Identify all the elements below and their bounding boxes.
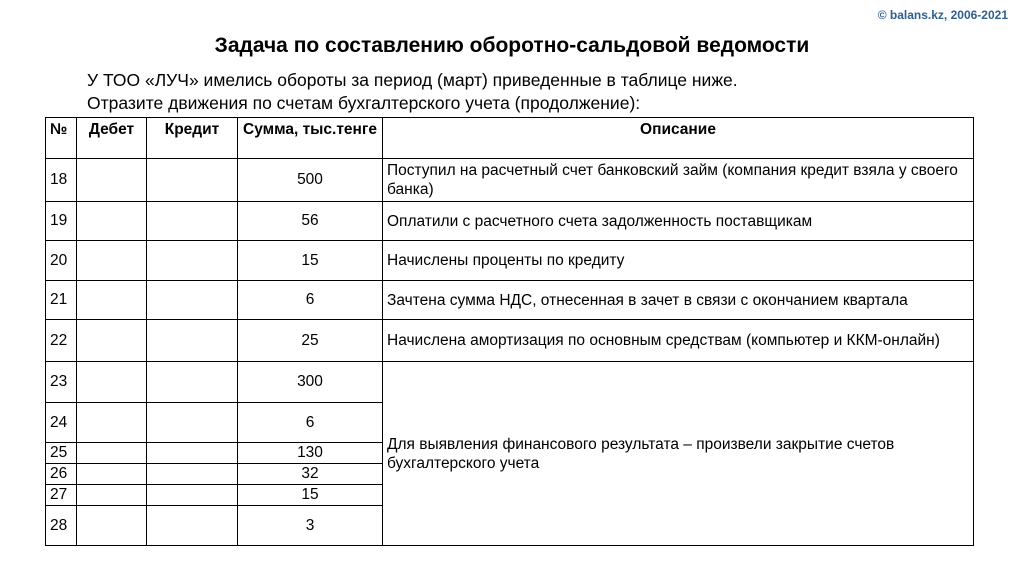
sum-cell: 56: [238, 202, 383, 241]
turnover-table: [45, 117, 974, 546]
col-header-desc: Описание: [383, 118, 974, 159]
row-num: 27: [46, 485, 77, 506]
debit-cell: [77, 362, 147, 403]
table-row: [46, 281, 974, 320]
col-header-credit: Кредит: [147, 118, 238, 159]
debit-cell: [77, 320, 147, 362]
merged-desc-cell: Для выявления финансового результата – произвели закрытие счетов бухгалтерского учета: [383, 362, 974, 546]
credit-cell: [147, 443, 238, 464]
credit-cell: [147, 320, 238, 362]
desc-cell: Начислены проценты по кредиту: [383, 241, 974, 281]
row-num: 23: [46, 362, 77, 403]
credit-cell: [147, 506, 238, 546]
sum-cell: 3: [238, 506, 383, 546]
table-row: [46, 202, 974, 241]
copyright: © balans.kz, 2006-2021: [877, 8, 1008, 22]
intro-line-1: У ТОО «ЛУЧ» имелись обороты за период (март) приведенные в таблице ниже.: [87, 70, 738, 90]
credit-cell: [147, 485, 238, 506]
debit-cell: [77, 241, 147, 281]
sum-cell: 15: [238, 485, 383, 506]
credit-cell: [147, 403, 238, 443]
row-num: 28: [46, 506, 77, 546]
row-num: 19: [46, 202, 77, 241]
debit-cell: [77, 506, 147, 546]
credit-cell: [147, 241, 238, 281]
credit-cell: [147, 202, 238, 241]
sum-cell: 6: [238, 403, 383, 443]
row-num: 18: [46, 159, 77, 202]
page-title: Задача по составлению оборотно-сальдовой ведомости: [214, 34, 810, 57]
row-num: 22: [46, 320, 77, 362]
sum-cell: 500: [238, 159, 383, 202]
table-row: [46, 362, 974, 403]
credit-cell: [147, 159, 238, 202]
table-row: [46, 241, 974, 281]
credit-cell: [147, 464, 238, 485]
desc-cell: Оплатили с расчетного счета задолженность поставщикам: [383, 202, 974, 241]
sum-cell: 6: [238, 281, 383, 320]
sum-cell: 25: [238, 320, 383, 362]
credit-cell: [147, 362, 238, 403]
desc-cell: Зачтена сумма НДС, отнесенная в зачет в связи с окончанием квартала: [383, 281, 974, 320]
table-row: [46, 320, 974, 362]
sum-cell: 130: [238, 443, 383, 464]
sum-cell: 32: [238, 464, 383, 485]
row-num: 25: [46, 443, 77, 464]
row-num: 21: [46, 281, 77, 320]
row-num: 24: [46, 403, 77, 443]
debit-cell: [77, 464, 147, 485]
row-num: 20: [46, 241, 77, 281]
desc-cell: Начислена амортизация по основным средствам (компьютер и ККМ-онлайн): [383, 320, 974, 362]
debit-cell: [77, 159, 147, 202]
debit-cell: [77, 403, 147, 443]
debit-cell: [77, 443, 147, 464]
debit-cell: [77, 485, 147, 506]
col-header-sum: Сумма, тыс.тенге: [238, 118, 383, 159]
debit-cell: [77, 281, 147, 320]
col-header-num: №: [46, 118, 77, 159]
sum-cell: 300: [238, 362, 383, 403]
table-row: [46, 159, 974, 202]
col-header-debit: Дебет: [77, 118, 147, 159]
debit-cell: [77, 202, 147, 241]
intro-line-2: Отразите движения по счетам бухгалтерского учета (продолжение):: [87, 93, 641, 113]
row-num: 26: [46, 464, 77, 485]
sum-cell: 15: [238, 241, 383, 281]
desc-cell: Поступил на расчетный счет банковский займ (компания кредит взяла у своего банка): [383, 159, 974, 202]
credit-cell: [147, 281, 238, 320]
table-header-row: [46, 118, 974, 159]
